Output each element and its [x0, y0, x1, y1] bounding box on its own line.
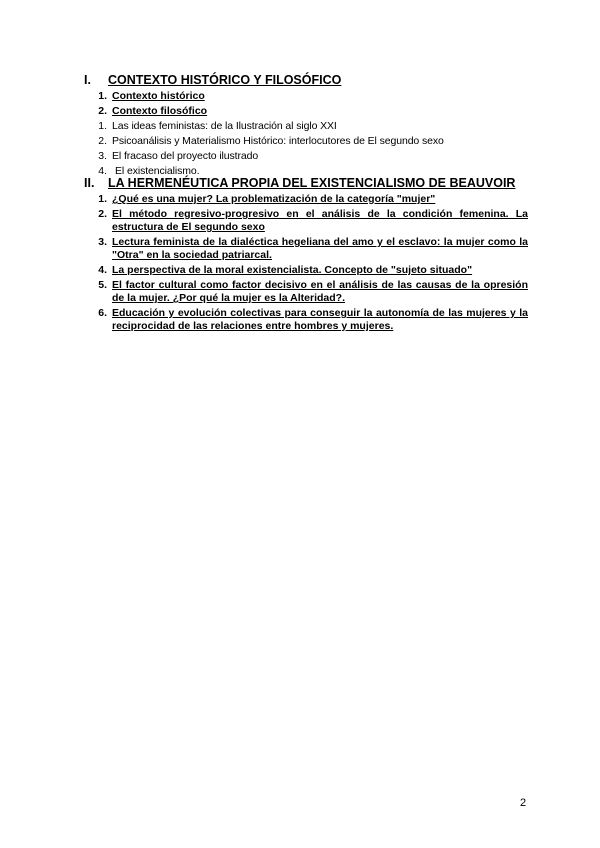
section-number: II. [84, 176, 95, 190]
item-number: 2. [98, 105, 107, 117]
item-text: El factor cultural como factor decisivo en el análisis de las causas de la opresión de la mujer. ¿Por qué la mujer es la Alteridad?. [112, 279, 528, 304]
list-item [84, 264, 528, 277]
item-text: El método regresivo-progresivo en el análisis de la condición femenina. La estructura de El segundo sexo [112, 208, 528, 233]
section-heading [84, 176, 528, 191]
item-text: ¿Qué es una mujer? La problematización de la categoría "mujer" [112, 193, 436, 205]
list-item [84, 135, 528, 148]
list-item [84, 105, 528, 118]
item-number: 2. [98, 135, 107, 147]
item-text: El fracaso del proyecto ilustrado [112, 150, 259, 162]
item-text: La perspectiva de la moral existencialista. Concepto de "sujeto situado" [112, 264, 473, 276]
list-item [84, 236, 528, 262]
section-2 [84, 176, 528, 333]
item-text: Contexto filosófico [112, 105, 208, 117]
section-title: CONTEXTO HISTÓRICO Y FILOSÓFICO [108, 73, 342, 87]
item-text: El existencialismo. [115, 165, 200, 177]
list-item [84, 208, 528, 234]
item-number: 4. [98, 264, 107, 276]
item-text: Educación y evolución colectivas para conseguir la autonomía de las mujeres y la reciprocidad de las relaciones entre hombres y mujeres. [112, 307, 528, 332]
list-item [84, 120, 528, 133]
list-item [84, 150, 528, 163]
section-heading [84, 73, 528, 88]
list-item [84, 279, 528, 305]
item-number: 6. [98, 307, 107, 319]
item-number: 3. [98, 150, 107, 162]
item-number: 1. [98, 120, 107, 132]
list-item [84, 193, 528, 206]
item-number: 1. [98, 90, 107, 102]
item-text: Psicoanálisis y Materialismo Histórico: interlocutores de El segundo sexo [112, 135, 444, 147]
section-number: I. [84, 73, 91, 87]
item-text: Contexto histórico [112, 90, 205, 102]
item-text: Las ideas feministas: de la Ilustración al siglo XXI [112, 120, 337, 132]
section-1 [84, 73, 528, 178]
item-number: 5. [98, 279, 107, 291]
item-text: Lectura feminista de la dialéctica hegeliana del amo y el esclavo: la mujer como la "Otra" en la sociedad patriarcal. [112, 236, 528, 261]
section-title: LA HERMENÉUTICA PROPIA DEL EXISTENCIALISMO DE BEAUVOIR [108, 176, 516, 190]
list-item [84, 90, 528, 103]
item-number: 3. [98, 236, 107, 248]
item-number: 4. [98, 165, 107, 177]
item-number: 2. [98, 208, 107, 220]
list-item [84, 307, 528, 333]
page-number: 2 [520, 797, 527, 809]
item-number: 1. [98, 193, 107, 205]
